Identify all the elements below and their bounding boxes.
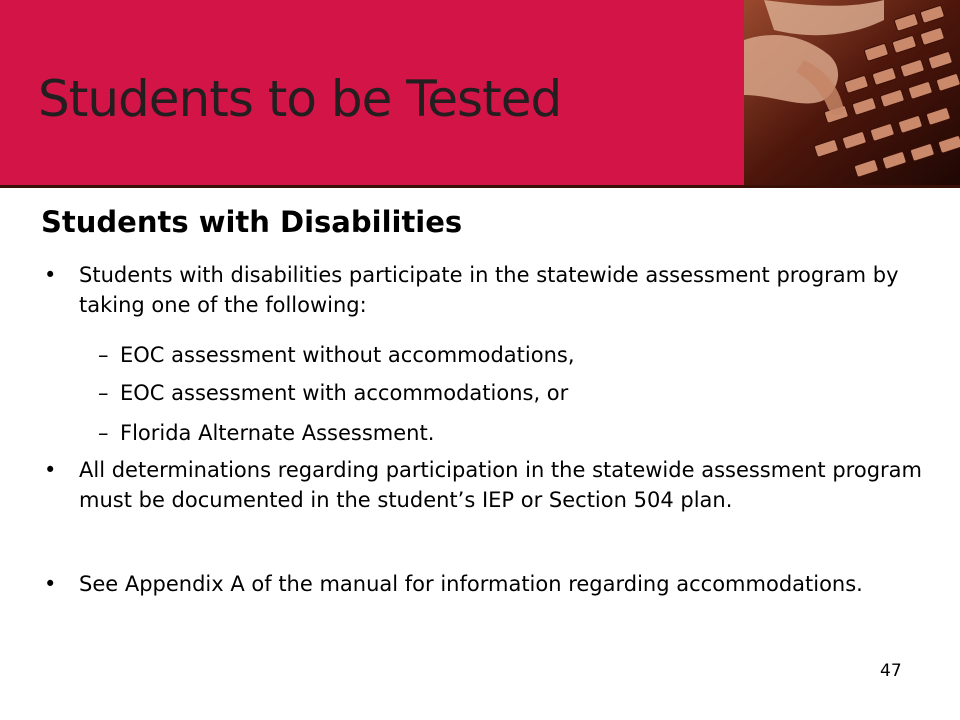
header-divider bbox=[0, 185, 960, 188]
title-bar bbox=[0, 0, 744, 185]
sub-item-text: EOC assessment with accommodations, or bbox=[120, 381, 569, 405]
sub-item-text: EOC assessment without accommodations, bbox=[120, 343, 575, 367]
sub-item-text: Florida Alternate Assessment. bbox=[120, 421, 435, 445]
bullet-icon: • bbox=[44, 572, 57, 596]
bullet-text: Students with disabilities participate in the statewide assessment program by taking one of the following: bbox=[79, 263, 899, 317]
section-heading: Students with Disabilities bbox=[41, 205, 463, 239]
bullet-text: See Appendix A of the manual for information regarding accommodations. bbox=[79, 572, 863, 596]
keyboard-photo bbox=[744, 0, 960, 185]
bullet-text: All determinations regarding participation in the statewide assessment program must be documented in the student’s IEP or Section 504 plan. bbox=[79, 458, 922, 512]
slide-title: Students to be Tested bbox=[38, 70, 562, 128]
dash-icon: – bbox=[98, 381, 109, 405]
page-number: 47 bbox=[880, 661, 902, 681]
dash-icon: – bbox=[98, 343, 109, 367]
bullet-icon: • bbox=[44, 458, 57, 482]
dash-icon: – bbox=[98, 421, 109, 445]
keyboard-hands-image bbox=[744, 0, 960, 185]
bullet-icon: • bbox=[44, 263, 57, 287]
